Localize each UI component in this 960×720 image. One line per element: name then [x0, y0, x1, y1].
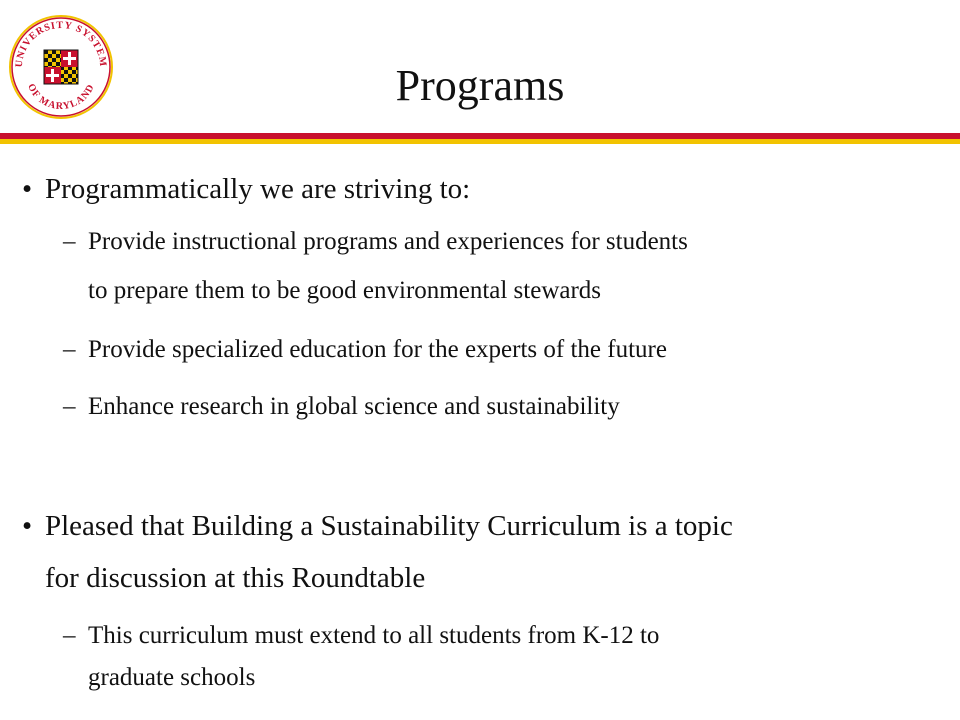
sub-item-line: Enhance research in global science and sustainability — [88, 393, 620, 420]
bullet-glyph: • — [22, 173, 33, 205]
bullet-glyph: • — [22, 510, 33, 542]
sub-item-line: graduate schools — [88, 664, 256, 691]
dash-glyph: – — [63, 393, 76, 420]
title-rule-gold — [0, 139, 960, 144]
svg-text:OF MARYLAND: OF MARYLAND — [25, 82, 97, 113]
bullet-text: for discussion at this Roundtable — [45, 562, 426, 594]
dash-glyph: – — [63, 622, 76, 649]
sub-item-line: This curriculum must extend to all students from K-12 to — [88, 622, 660, 649]
sub-item-line: to prepare them to be good environmental stewards — [88, 277, 602, 304]
svg-text:UNIVERSITY SYSTEM: UNIVERSITY SYSTEM — [13, 19, 109, 68]
bullet-text: Pleased that Building a Sustainability Curriculum is a topic — [45, 510, 733, 542]
sub-item-line: Provide instructional programs and experiences for students — [88, 228, 688, 255]
dash-glyph: – — [63, 228, 76, 255]
sub-item-line: Provide specialized education for the experts of the future — [88, 336, 667, 363]
dash-glyph: – — [63, 336, 76, 363]
bullet-text: Programmatically we are striving to: — [45, 173, 471, 205]
slide-title: Programs — [395, 61, 565, 110]
